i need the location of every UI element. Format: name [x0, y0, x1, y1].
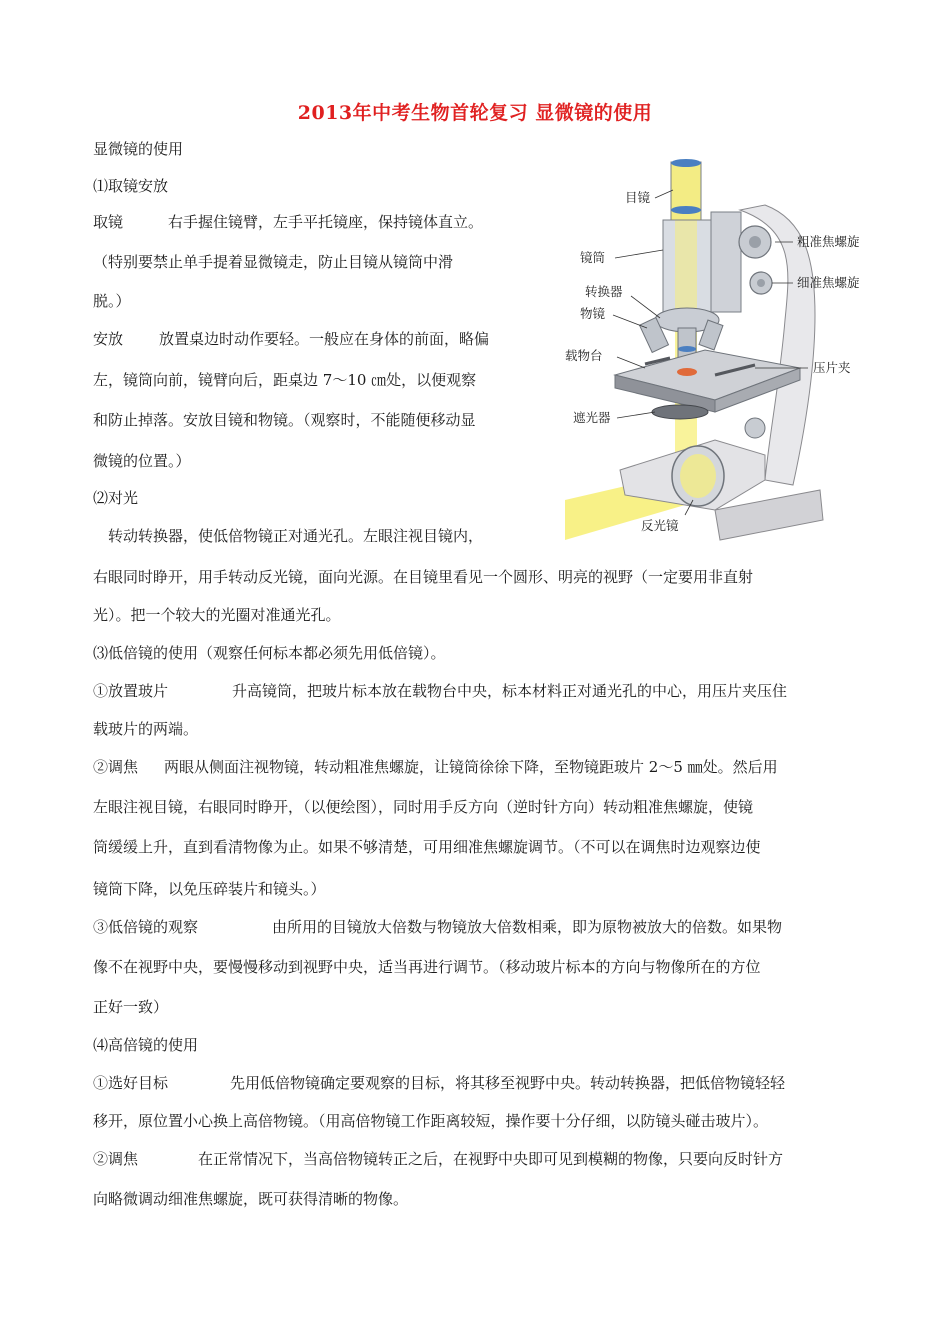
diaphragm	[652, 405, 708, 419]
paragraph-line: （特别要禁止单手提着显微镜走，防止目镜从镜筒中滑	[93, 253, 454, 271]
term-label: 安放	[93, 330, 124, 348]
microscope-diagram	[565, 150, 885, 545]
label-mirror: 反光镜	[641, 518, 679, 533]
paragraph-line: 左，镜筒向前，镜臂向后，距桌边 7～10 ㎝处，以便观察	[93, 371, 477, 389]
paragraph-line: 右眼同时睁开，用手转动反光镜，面向光源。在目镜里看见一个圆形、明亮的视野（一定要用非直射	[93, 568, 754, 586]
label-diaphragm: 遮光器	[573, 410, 611, 425]
label-objective: 物镜	[580, 306, 606, 321]
step-label: ①放置玻片	[93, 682, 169, 700]
step-text: 由所用的目镜放大倍数与物镜放大倍数相乘，即为原物被放大的倍数。如果物	[272, 918, 783, 936]
step-label: ③低倍镜的观察	[93, 918, 199, 936]
paragraph-line	[93, 1073, 785, 1093]
term-label: 取镜	[93, 213, 124, 231]
paragraph-line: 微镜的位置。）	[93, 452, 191, 470]
step-label: ②调焦	[93, 758, 139, 776]
paragraph-line: 光）。把一个较大的光圈对准通光孔。	[93, 606, 341, 624]
label-clip: 压片夹	[813, 360, 851, 375]
step-text: 升高镜筒，把玻片标本放在载物台中央，标本材料正对通光孔的中心，用压片夹压住	[232, 682, 788, 700]
label-tube: 镜筒	[580, 250, 606, 265]
paragraph-line: 移开，原位置小心换上高倍物镜。（用高倍物镜工作距离较短，操作要十分仔细，以防镜头碰击玻片）。	[93, 1112, 769, 1130]
paragraph-line	[93, 212, 483, 232]
paragraph-line: 筒缓缓上升，直到看清物像为止。如果不够清楚，可用细准焦螺旋调节。（不可以在调焦时边观察边使	[93, 838, 761, 856]
paragraph-line: 正好一致）	[93, 998, 169, 1016]
subheading-4: ⑷高倍镜的使用	[93, 1036, 199, 1054]
paragraph-line: 和防止掉落。安放目镜和物镜。（观察时，不能随便移动显	[93, 411, 476, 429]
label-converter: 转换器	[585, 284, 623, 299]
paragraph-line	[93, 681, 787, 701]
term-text: 放置桌边时动作要轻。一般应在身体的前面，略偏	[159, 330, 490, 348]
paragraph-line: 像不在视野中央，要慢慢移动到视野中央，适当再进行调节。（移动玻片标本的方向与物像所在的方位	[93, 958, 761, 976]
paragraph-line: 左眼注视目镜，右眼同时睁开，（以便绘图），同时用手反方向（逆时针方向）转动粗准焦螺旋，使镜	[93, 798, 754, 816]
section-heading: 显微镜的使用	[93, 140, 184, 158]
paragraph-line	[93, 1149, 783, 1169]
paragraph-line: 载玻片的两端。	[93, 720, 199, 738]
label-eyepiece: 目镜	[625, 190, 651, 205]
paragraph-line	[93, 329, 489, 349]
step-text: 在正常情况下，当高倍物镜转正之后，在视野中央即可见到模糊的物像，只要向反时针方	[198, 1150, 784, 1168]
paragraph-line	[93, 917, 782, 937]
step-label: ②调焦	[93, 1150, 139, 1168]
paragraph-line: 转动转换器，使低倍物镜正对通光孔。左眼注视目镜内，	[108, 527, 484, 545]
paragraph-line: 脱。）	[93, 292, 131, 310]
page-title: 2013年中考生物首轮复习 显微镜的使用	[297, 102, 653, 124]
paragraph-line: 镜筒下降，以免压碎装片和镜头。）	[93, 880, 326, 898]
step-text: 两眼从侧面注视物镜，转动粗准焦螺旋，让镜筒徐徐下降，至物镜距玻片 2～5 ㎜处。然后用	[164, 758, 778, 776]
label-fine: 细准焦螺旋	[797, 275, 860, 290]
subheading-3: ⑶低倍镜的使用（观察任何标本都必须先用低倍镜）。	[93, 644, 446, 662]
label-stage: 载物台	[565, 348, 603, 363]
paragraph-line: 向略微调动细准焦螺旋，既可获得清晰的物像。	[93, 1190, 409, 1208]
step-text: 先用低倍物镜确定要观察的目标，将其移至视野中央。转动转换器，把低倍物镜轻轻	[230, 1074, 786, 1092]
paragraph-line	[93, 757, 778, 777]
label-coarse: 粗准焦螺旋	[797, 234, 860, 249]
subheading-1: ⑴取镜安放	[93, 177, 169, 195]
term-text: 右手握住镜臂，左手平托镜座，保持镜体直立。	[168, 213, 484, 231]
step-label: ①选好目标	[93, 1074, 169, 1092]
subheading-2: ⑵对光	[93, 489, 139, 507]
